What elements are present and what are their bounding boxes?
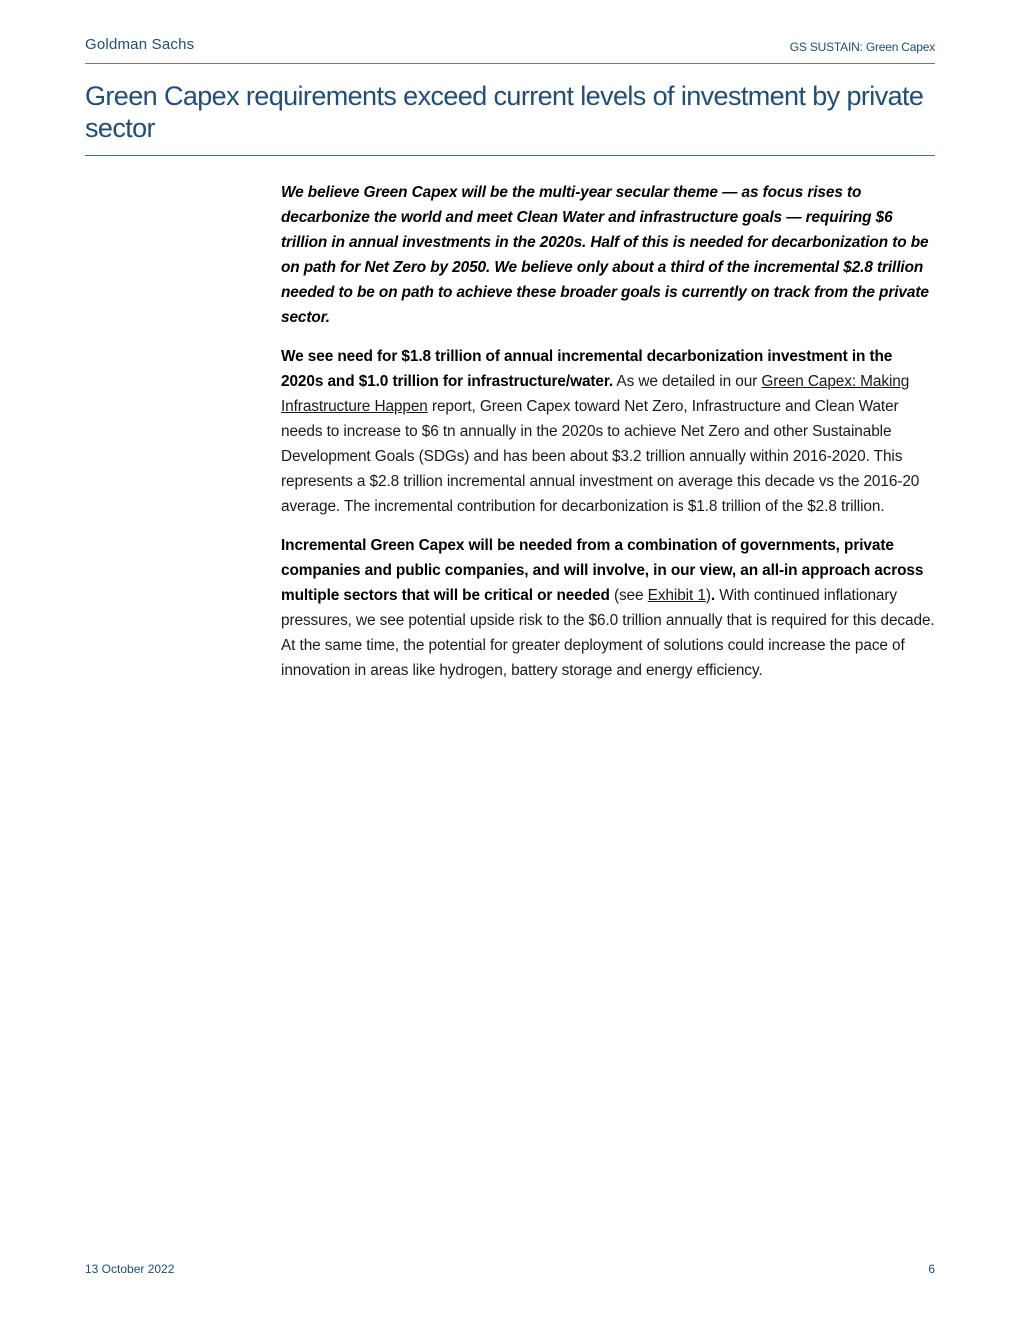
- exhibit-link[interactable]: Exhibit 1: [647, 587, 706, 604]
- publication-date: 13 October 2022: [85, 1262, 175, 1276]
- paragraph-text: With continued inflationary pressures, we see potential upside risk to the $6.0 trillion annually that is required for this decade. At the same time, the potential for greater deployment of solutions could increase the pace of innovation in areas like hydrogen, battery storage and energy efficiency.: [281, 587, 935, 679]
- paragraph-text: ): [705, 587, 711, 604]
- lead-paragraph: We believe Green Capex will be the multi-year secular theme — as focus rises to decarbonize the world and meet Clean Water and infrastructure goals — requiring $6 trillion in annual investments in the 2020s. Half of this is needed for decarbonization to be on path for Net Zero by 2050. We believe only about a third of the incremental $2.8 trillion needed to be on path to achieve these broader goals is currently on track from the private sector.: [281, 184, 929, 326]
- paragraph-punctuation: .: [710, 587, 716, 604]
- header-divider: [85, 63, 935, 64]
- report-link[interactable]: Green Capex: Making Infrastructure Happen: [281, 373, 910, 415]
- page-number: 6: [928, 1262, 935, 1276]
- paragraph-lead-in: Incremental Green Capex will be needed from a combination of governments, private companies and public companies, and will involve, in our view, an all-in approach across multiple sectors that will be critical or needed: [281, 537, 924, 604]
- paragraph-decarbonization-investment: [281, 344, 935, 519]
- paragraph-text: report, Green Capex toward Net Zero, Infrastructure and Clean Water needs to increase to $6 tn annually in the 2020s to achieve Net Zero and other Sustainable Development Goals (SDGs) and has been about $3.2 trillion annually within 2016-2020. This represents a $2.8 trillion incremental annual investment on average this decade vs the 2016-20 average. The incremental contribution for decarbonization is $1.8 trillion of the $2.8 trillion.: [281, 398, 920, 515]
- paragraph-text: (see: [609, 587, 648, 604]
- brand-name: Goldman Sachs: [85, 36, 195, 53]
- paragraph-text: As we detailed in our: [613, 373, 762, 390]
- title-divider: [85, 155, 935, 156]
- paragraph-incremental-capex: [281, 533, 935, 683]
- paragraph-lead-in: We see need for $1.8 trillion of annual incremental decarbonization investment in the 2020s and $1.0 trillion for infrastructure/water.: [281, 348, 893, 390]
- article-body: [281, 180, 935, 697]
- report-series-title: GS SUSTAIN: Green Capex: [789, 40, 935, 54]
- page-title: Green Capex requirements exceed current levels of investment by private sector: [85, 81, 924, 143]
